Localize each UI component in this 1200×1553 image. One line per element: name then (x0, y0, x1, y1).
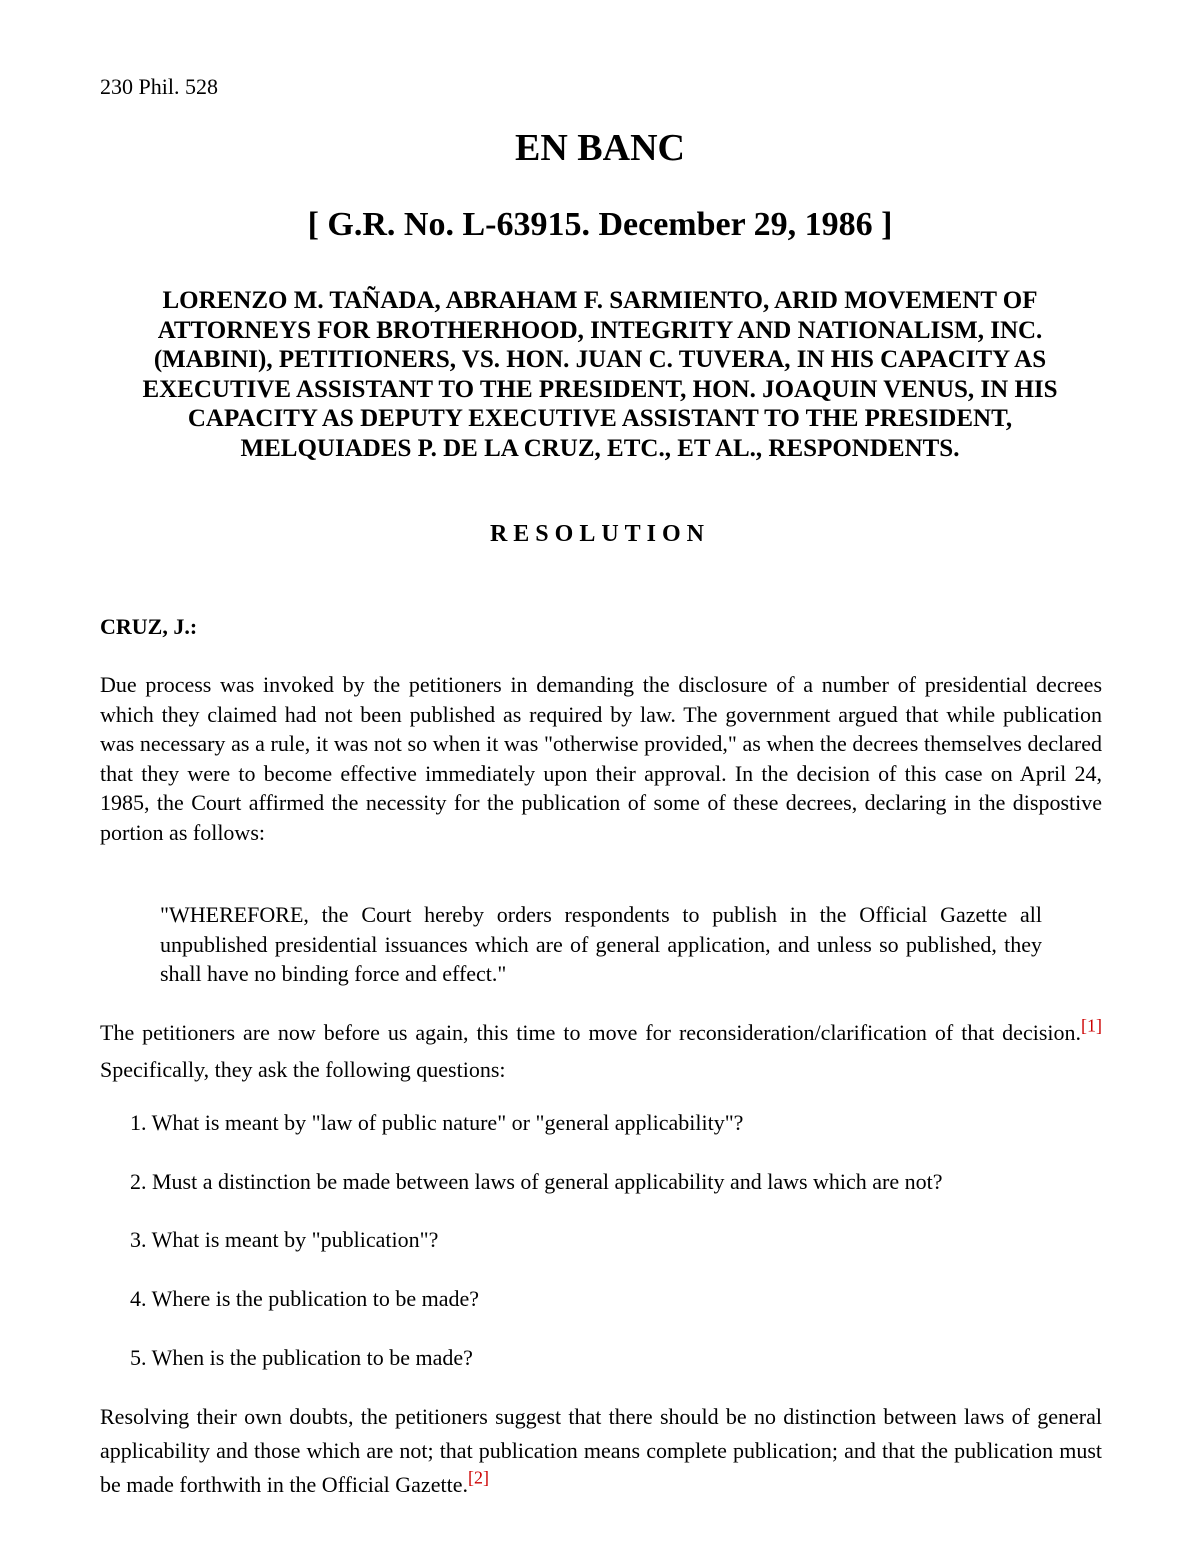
list-item: 2. Must a distinction be made between laws of general applicability and laws which are not? (130, 1168, 943, 1194)
questions-list (130, 1108, 1110, 1401)
citation: 230 Phil. 528 (100, 74, 218, 99)
block-quote: "WHEREFORE, the Court hereby orders respondents to publish in the Official Gazette all unpublished presidential issuances which are of general application, and unless so published, they shall have no binding force and effect." (160, 902, 1042, 986)
list-item: 3. What is meant by "publication"? (130, 1227, 439, 1253)
footnote-link-2[interactable]: [2] (467, 1467, 489, 1488)
paragraph-3 (100, 1400, 1102, 1502)
division-heading: EN BANC (515, 127, 685, 169)
paragraph-2 (100, 1014, 1102, 1088)
footnote-link-1[interactable]: [1] (1081, 1015, 1102, 1036)
paragraph-2-end: Specifically, they ask the following questions: (100, 1057, 506, 1082)
paragraph-1: Due process was invoked by the petitioners in demanding the disclosure of a number of presidential decrees which they claimed had not been published as required by law. The government argued that while publication was necessary as a rule, it was not so when it was "otherwise provided," as when the decrees themselves declared that they were to become effective immediately upon their approval. In the decision of this case on April 24, 1985, the Court affirmed the necessity for the publication of some of these decrees, declaring in the dispostive portion as follows: (100, 672, 1102, 845)
ponente: CRUZ, J.: (100, 614, 198, 639)
case-number: [ G.R. No. L-63915. December 29, 1986 ] (307, 206, 893, 243)
document-type-heading: RESOLUTION (489, 521, 711, 547)
list-item: 1. What is meant by "law of public nature" or "general applicability"? (130, 1110, 744, 1135)
list-item: 5. When is the publication to be made? (130, 1344, 473, 1370)
case-parties: LORENZO M. TAÑADA, ABRAHAM F. SARMIENTO, ARID MOVEMENT OF ATTORNEYS FOR BROTHERHOOD, INTEGRITY AND NATIONALISM, INC. (MABINI), PETITIONERS, VS. HON. JUAN C. TUVERA, IN HIS CAPACITY AS EXECUTIVE ASSISTANT TO THE PRESIDENT, HON. JOAQUIN VENUS, IN HIS CAPACITY AS DEPUTY EXECUTIVE ASSISTANT TO THE PRESIDENT, MELQUIADES P. DE LA CRUZ, ETC., ET AL., RESPONDENTS. (142, 287, 1058, 462)
paragraph-3-text: Resolving their own doubts, the petitioners suggest that there should be no distinction between laws of general applicability and those which are not; that publication means complete publication; and that the publication must be made forthwith in the Official Gazette. (100, 1404, 1102, 1497)
list-item: 4. Where is the publication to be made? (130, 1286, 480, 1312)
paragraph-2-start: The petitioners are now before us again, this time to move for reconsideration/clarification of that decision. (100, 1020, 1081, 1045)
